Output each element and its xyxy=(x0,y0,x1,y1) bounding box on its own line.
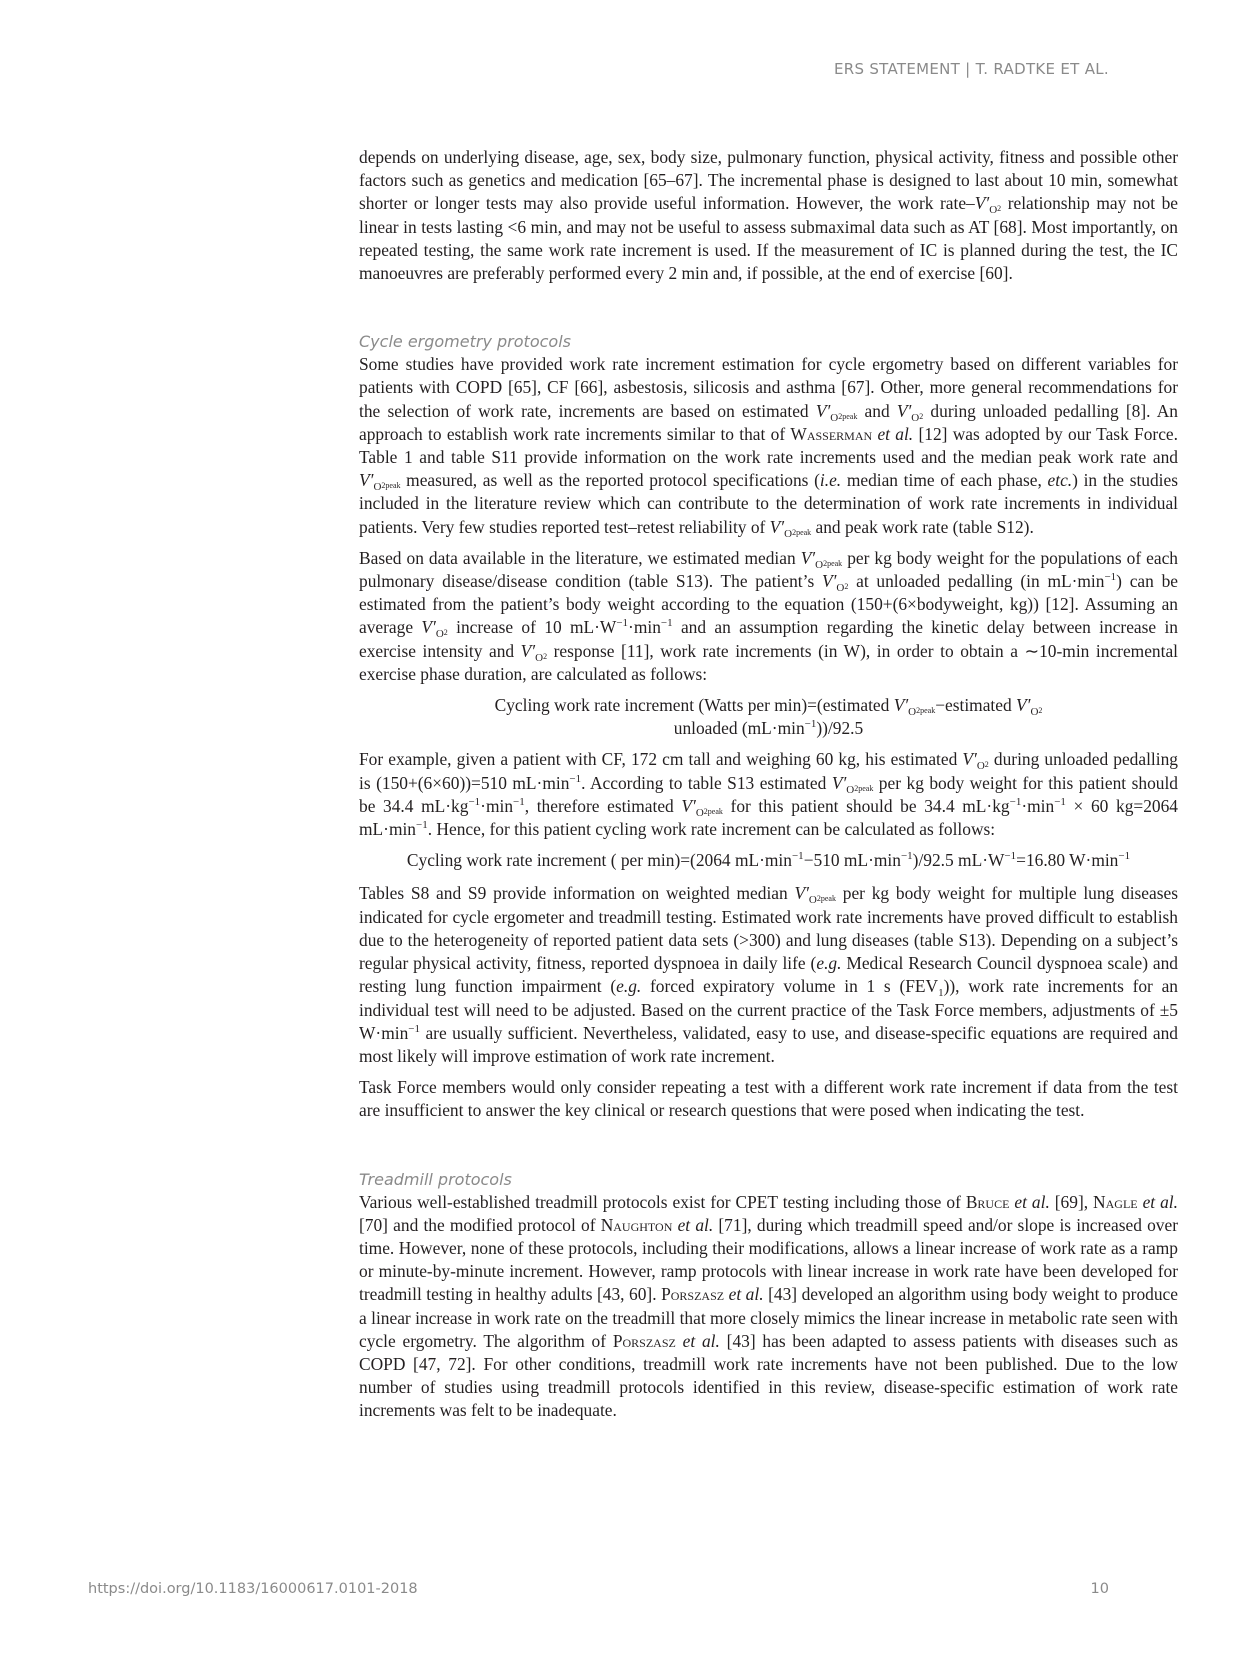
section-spacer xyxy=(359,293,1178,330)
italic-text: V′ xyxy=(896,400,912,421)
superscript: −1 xyxy=(513,795,525,808)
superscript: −1 xyxy=(1118,850,1131,863)
italic-text: V′ xyxy=(974,193,990,214)
italic-text: V′ xyxy=(681,795,696,816)
section-heading-treadmill: Treadmill protocols xyxy=(359,1169,512,1189)
author-name: Porszasz xyxy=(612,1330,676,1351)
subscript: O xyxy=(846,783,855,796)
italic-text: V′ xyxy=(962,749,977,770)
subscript: 2peak xyxy=(381,481,401,491)
subscript: 2 xyxy=(543,651,548,661)
superscript: −1 xyxy=(408,1022,420,1035)
italic-text: V′ xyxy=(1016,695,1031,716)
equation-worked-example: Cycling work rate increment ( per min)=(2064 $mL\cdot\min^{-1}-510$ $mL\cdot\min^{-1})/92.5$ $mL\cdot W^{-1}=16.80$ $W\cdot\min^{-1}$ xyxy=(406,850,1131,871)
doi-link[interactable]: https://doi.org/10.1183/16000617.0101-2018 xyxy=(88,1581,418,1597)
superscript: −1 xyxy=(791,850,804,863)
subscript: O xyxy=(830,411,839,424)
italic-text: V′ xyxy=(794,883,809,904)
repeat-test-paragraph: Task Force members would only consider repeating a test with a different work rate increment if data from the test are insufficient to answer the key clinical or research questions that were posed when indicating the test. xyxy=(359,1077,1178,1121)
author-name: Naughton xyxy=(600,1214,673,1235)
italic-text: V′ xyxy=(821,571,837,592)
superscript: −1 xyxy=(1054,795,1066,808)
subscript: 2peak xyxy=(823,558,843,568)
author-name: Bruce xyxy=(965,1191,1010,1212)
subscript: 2 xyxy=(1038,706,1043,716)
italic-text: et al. xyxy=(728,1284,764,1305)
subscript: O xyxy=(373,481,382,494)
cycle-paragraph-1: Some studies have provided work rate increment estimation for cycle ergometry based on different variables for patients with COPD [65], CF [66], asbestosis, silicosis and asthma [67]. Other, more general recommendations for the selection of work rate, increments are based on estimated $V'_{O2peak}$ and $V'_{O2}$ during unloaded pedalling [8]. An approach to establish work rate increments similar to that of Wasserman et al. [12] was adopted by our Task Force. Table 1 and table S11 provide information on the work rate increments used and the median peak work rate and $V'_{O2peak}$ measured, as well as the reported protocol specifications (i.e. median time of each phase, etc.) in the studies included in the literature review which can contribute to the determination of work rate increments in individual patients. Very few studies reported test–retest reliability of $V'_{O2peak}$ and peak work rate (table S12). xyxy=(359,354,1179,540)
subscript: O xyxy=(435,628,444,641)
subscript: O xyxy=(989,204,998,217)
cycle-paragraph-2: Based on data available in the literature, we estimated median $V'_{O2peak}$ per kg body weight for the populations of each pulmonary disease/disease condition (table S13). The patient’s $V'_{O2}$ at unloaded pedalling (in $mL\cdot\min^{-1}$) can be estimated from the patient’s body weight according to the equation (150+(6×bodyweight, kg)) [12]. Assuming an average $V'_{O2}$ increase of 10 $mL\cdot W^{-1}\cdot\min^{-1}$ and an assumption regarding the kinetic delay between increase in exercise intensity and $V'_{O2}$ response [11], work rate increments (in W), in order to obtain a ∼10-min incremental exercise phase duration, are calculated as follows: xyxy=(359,547,1179,684)
superscript: −1 xyxy=(660,617,673,630)
italic-text: i.e. xyxy=(819,470,842,491)
superscript: −1 xyxy=(1004,850,1017,863)
superscript: −1 xyxy=(416,819,428,832)
italic-text: etc. xyxy=(1047,470,1073,491)
subscript: O xyxy=(836,582,845,595)
italic-text: et al. xyxy=(682,1330,720,1351)
author-name: Nagle xyxy=(1093,1191,1138,1212)
italic-text: V′ xyxy=(359,470,374,491)
subscript: O xyxy=(908,706,917,719)
italic-text: V′ xyxy=(893,695,909,716)
italic-text: V′ xyxy=(800,547,816,568)
subscript: 2peak xyxy=(838,411,858,421)
example-paragraph: For example, given a patient with CF, 172 cm tall and weighing 60 kg, his estimated $V'_{O2}$ during unloaded pedalling is (150+(6×60))=510 $mL\cdot\min^{-1}$. According to table S13 estimated $V'_{O2peak}$ per kg body weight for this patient should be 34.4 $mL\cdot kg^{-1}\cdot\min^{-1}$, therefore estimated $V'_{O2peak}$ for this patient should be 34.4 $mL\cdot kg^{-1}\cdot\min^{-1} \times 60$ kg=2064 $mL\cdot\min^{-1}$. Hence, for this patient cycling work rate increment can be calculated as follows: xyxy=(359,749,1178,840)
superscript: −1 xyxy=(468,795,481,808)
subscript: 2peak xyxy=(916,706,936,716)
subscript: O xyxy=(784,527,793,540)
italic-text: et al. xyxy=(877,423,914,444)
subscript: O xyxy=(976,760,985,773)
subscript: 2peak xyxy=(792,527,812,537)
italic-text: e.g. xyxy=(616,976,642,997)
subscript: O xyxy=(815,558,824,571)
italic-text: V′ xyxy=(421,617,436,638)
subscript: 2 xyxy=(919,411,924,421)
subscript: O xyxy=(695,806,704,819)
subscript: O xyxy=(1030,706,1039,719)
page-number: 10 xyxy=(1090,1581,1109,1597)
italic-text: V′ xyxy=(815,400,831,421)
superscript: −1 xyxy=(900,850,913,863)
italic-text: V′ xyxy=(520,640,536,661)
subscript: 1 xyxy=(938,987,944,1000)
equation-line-2: unloaded $(mL\cdot\min^{-1}))/92.5$ xyxy=(673,718,864,739)
intro-paragraph: depends on underlying disease, age, sex, body size, pulmonary function, physical activity, fitness and possible other factors such as genetics and medication [65–67]. The incremental phase is designed to last about 10 min, somewhat shorter or longer tests may also provide useful information. However, the work rate–$V'_{O2}$ relationship may not be linear in tests lasting <6 min, and may not be useful to assess submaximal data such as AT [68]. Most importantly, on repeated testing, the same work rate increment is used. If the measurement of IC is planned during the test, the IC manoeuvres are preferably performed every 2 min and, if possible, at the end of exercise [60]. xyxy=(359,147,1178,284)
author-name: Wasserman xyxy=(790,423,873,444)
subscript: 2peak xyxy=(816,894,836,904)
subscript: 2 xyxy=(984,760,989,770)
subscript: 2peak xyxy=(854,783,874,793)
tables-paragraph: Tables S8 and S9 provide information on weighted median $V'_{O2peak}$ per kg body weight for multiple lung diseases indicated for cycle ergometer and treadmill testing. Estimated work rate increments have proved difficult to establish due to the heterogeneity of reported patient data sets (>300) and lung diseases (table S13). Depending on a subject’s regular physical activity, fitness, reported dyspnoea in daily life (e.g. Medical Research Council dyspnoea scale) and resting lung function impairment (e.g. forced expiratory volume in 1 s $(FEV_1)$), work rate increments for an individual test will need to be adjusted. Based on the current practice of the Task Force members, adjustments of ±5 $W\cdot\min^{-1}$ are usually sufficient. Nevertheless, validated, easy to use, and disease-specific equations are required and most likely will improve estimation of work rate increment. xyxy=(359,883,1179,1066)
italic-text: et al. xyxy=(1142,1191,1178,1212)
section-spacer xyxy=(359,1131,1178,1168)
subscript: O xyxy=(808,894,817,907)
equation-line-1: Cycling work rate increment (Watts per min)=(estimated $V'_{O2peak}-estimated$ $V'_{O2}$ xyxy=(494,695,1043,719)
italic-text: V′ xyxy=(831,772,847,793)
superscript: −1 xyxy=(616,617,629,630)
article-body xyxy=(359,146,1178,1423)
equation-work-rate-formula xyxy=(359,694,1178,740)
author-name: Porszasz xyxy=(661,1284,725,1305)
section-heading-cycle-ergometry: Cycle ergometry protocols xyxy=(359,332,571,352)
subscript: 2 xyxy=(443,628,448,638)
superscript: −1 xyxy=(1009,795,1022,808)
italic-text: et al. xyxy=(1014,1191,1050,1212)
superscript: −1 xyxy=(569,772,582,785)
italic-text: e.g. xyxy=(816,953,842,974)
treadmill-paragraph: Various well-established treadmill protocols exist for CPET testing including those of Bruce et al. [69], Nagle et al. [70] and the modified protocol of Naughton et al. [71], during which treadmill speed and/or slope is increased over time. However, none of these protocols, including their modifications, allows a linear increase of work rate as a ramp or minute-by-minute increment. However, ramp protocols with linear increase in work rate have been developed for treadmill testing in healthy adults [43, 60]. Porszasz et al. [43] developed an algorithm using body weight to produce a linear increase in work rate on the treadmill that more closely mimics the linear increase in metabolic rate seen with cycle ergometry. The algorithm of Porszasz et al. [43] has been adapted to assess patients with diseases such as COPD [47, 72]. For other conditions, treadmill work rate increments have not been published. Due to the low number of studies using treadmill protocols identified in this review, disease-specific estimation of work rate increments was felt to be inadequate. xyxy=(359,1191,1178,1421)
superscript: −1 xyxy=(804,718,817,731)
italic-text: V′ xyxy=(769,516,785,537)
superscript: −1 xyxy=(1104,571,1117,584)
subscript: 2 xyxy=(997,204,1002,214)
subscript: 2 xyxy=(844,582,849,592)
subscript: O xyxy=(535,651,544,664)
subscript: O xyxy=(911,411,920,424)
running-head: ERS STATEMENT | T. RADTKE ET AL. xyxy=(833,60,1109,78)
subscript: 2peak xyxy=(703,806,723,816)
italic-text: et al. xyxy=(677,1214,714,1235)
